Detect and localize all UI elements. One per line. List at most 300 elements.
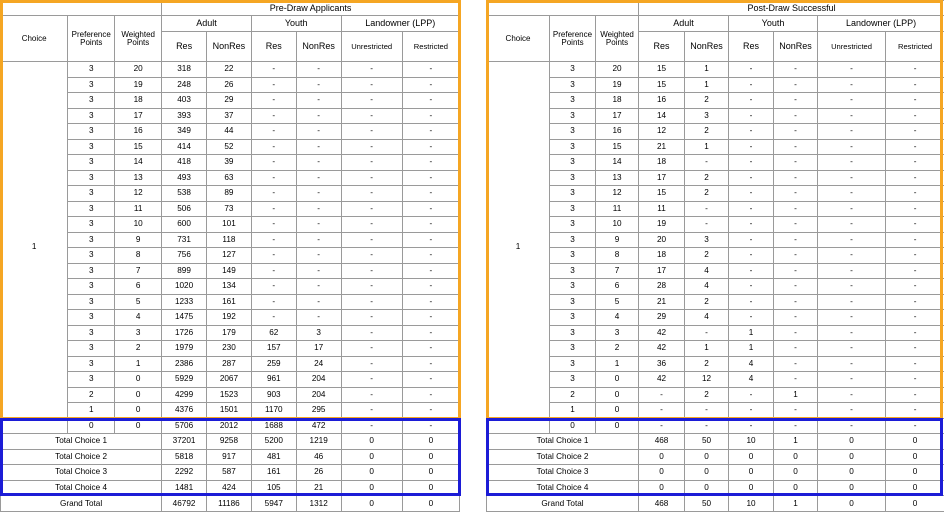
restricted-cell: - (402, 356, 459, 372)
weighted-points-cell: 3 (115, 325, 162, 341)
unrestricted-cell: - (341, 62, 402, 78)
adult-res-cell: 1233 (162, 294, 207, 310)
unrestricted-cell: - (818, 93, 886, 109)
youth-nonres-cell: 204 (296, 372, 341, 388)
table-row (487, 418, 944, 434)
unrestricted-total-cell: 0 (341, 449, 402, 465)
unrestricted-cell: - (818, 217, 886, 233)
preference-points-cell: 0 (550, 418, 596, 434)
adult-res-cell: - (639, 418, 685, 434)
landowner-group-header: Landowner (LPP) (818, 16, 944, 32)
youth-nonres-cell: - (774, 294, 818, 310)
youth-res-cell: - (729, 77, 774, 93)
weighted-points-cell: 13 (115, 170, 162, 186)
unrestricted-cell: - (341, 248, 402, 264)
weighted-points-cell: 13 (596, 170, 639, 186)
restricted-cell: - (402, 186, 459, 202)
table-row (487, 372, 944, 388)
adult-res-cell: 17 (639, 170, 685, 186)
restricted-cell: - (402, 310, 459, 326)
youth-res-cell: - (251, 124, 296, 140)
table-row (1, 263, 460, 279)
restricted-cell: - (402, 279, 459, 295)
table-row (1, 294, 460, 310)
preference-points-cell: 3 (68, 201, 115, 217)
youth-nonres-total-cell: 1 (774, 434, 818, 450)
youth-nonres-cell: - (296, 62, 341, 78)
table-row (487, 201, 944, 217)
adult-res-cell: 14 (639, 108, 685, 124)
table-row (487, 356, 944, 372)
youth-res-total-cell: 161 (251, 465, 296, 481)
adult-res-cell: 5929 (162, 372, 207, 388)
choice-header: Choice (487, 16, 550, 62)
adult-res-cell: 16 (639, 93, 685, 109)
unrestricted-cell: - (818, 279, 886, 295)
weighted-points-cell: 10 (115, 217, 162, 233)
restricted-cell: - (402, 201, 459, 217)
youth-nonres-cell: - (296, 186, 341, 202)
totals-row (1, 434, 460, 450)
adult-nonres-cell: 52 (207, 139, 252, 155)
adult-res-cell: 538 (162, 186, 207, 202)
adult-res-cell: 1979 (162, 341, 207, 357)
adult-res-cell: 42 (639, 372, 685, 388)
table-row (1, 372, 460, 388)
adult-res-total-cell: 0 (639, 449, 685, 465)
weighted-points-cell: 3 (596, 325, 639, 341)
youth-res-cell: - (729, 403, 774, 419)
youth-group-header: Youth (251, 16, 341, 32)
panel-title: Post-Draw Successful (639, 1, 944, 16)
table-row (487, 77, 944, 93)
unrestricted-cell: - (341, 341, 402, 357)
weighted-points-cell: 20 (115, 62, 162, 78)
restricted-total-cell: 0 (886, 449, 944, 465)
unrestricted-cell: - (341, 232, 402, 248)
unrestricted-cell: - (341, 325, 402, 341)
youth-nonres-total-cell: 46 (296, 449, 341, 465)
youth-res-cell: 1170 (251, 403, 296, 419)
table-row (1, 310, 460, 326)
preference-points-cell: 3 (68, 294, 115, 310)
youth-nonres-cell: 3 (296, 325, 341, 341)
youth-nonres-cell: - (774, 356, 818, 372)
table-row (487, 294, 944, 310)
youth-res-cell: - (729, 62, 774, 78)
weighted-points-cell: 15 (596, 139, 639, 155)
youth-res-total-cell: 481 (251, 449, 296, 465)
unrestricted-cell: - (341, 403, 402, 419)
restricted-total-cell: 0 (402, 496, 459, 512)
restricted-cell: - (402, 155, 459, 171)
weighted-points-cell: 8 (596, 248, 639, 264)
weighted-points-cell: 4 (115, 310, 162, 326)
restricted-cell: - (886, 356, 944, 372)
adult-res-total-cell: 1481 (162, 480, 207, 496)
table-row (1, 124, 460, 140)
adult-res-cell: 506 (162, 201, 207, 217)
choice-value: 1 (1, 62, 68, 434)
totals-label: Total Choice 4 (487, 480, 639, 496)
adult-nonres-cell: 1 (685, 341, 729, 357)
landowner-group-header: Landowner (LPP) (341, 16, 459, 32)
restricted-cell: - (886, 325, 944, 341)
youth-nonres-cell: - (296, 139, 341, 155)
preference-points-cell: 1 (550, 403, 596, 419)
unrestricted-total-cell: 0 (818, 449, 886, 465)
adult-res-cell: 12 (639, 124, 685, 140)
unrestricted-cell: - (341, 217, 402, 233)
adult-res-total-cell: 37201 (162, 434, 207, 450)
adult-nonres-cell: 4 (685, 263, 729, 279)
weighted-points-cell: 20 (596, 62, 639, 78)
preference-points-cell: 3 (68, 372, 115, 388)
preference-points-cell: 2 (68, 387, 115, 403)
weighted-points-cell: 18 (596, 93, 639, 109)
unrestricted-cell: - (818, 232, 886, 248)
youth-nonres-cell: - (296, 248, 341, 264)
preference-points-cell: 3 (550, 341, 596, 357)
youth-res-cell: - (729, 108, 774, 124)
restricted-cell: - (886, 403, 944, 419)
unrestricted-cell: - (341, 124, 402, 140)
adult-nonres-total-cell: 0 (685, 449, 729, 465)
table-row (1, 186, 460, 202)
adult-nonres-cell: 89 (207, 186, 252, 202)
totals-row (1, 465, 460, 481)
restricted-total-cell: 0 (402, 465, 459, 481)
data-table (486, 0, 944, 512)
table-row (487, 263, 944, 279)
pre-draw-applicants-table (0, 0, 460, 500)
youth-res-cell: - (729, 217, 774, 233)
adult-res-cell: 4299 (162, 387, 207, 403)
preference-points-cell: 3 (550, 186, 596, 202)
youth-res-cell: 961 (251, 372, 296, 388)
weighted-points-cell: 0 (596, 372, 639, 388)
totals-row (1, 480, 460, 496)
corner-blank (1, 1, 162, 16)
youth-res-cell: - (729, 186, 774, 202)
weighted-points-cell: 9 (115, 232, 162, 248)
youth-nonres-cell: - (774, 77, 818, 93)
youth-nonres-cell: - (774, 93, 818, 109)
youth-nonres-cell: 17 (296, 341, 341, 357)
youth-nonres-total-cell: 26 (296, 465, 341, 481)
youth-res-cell: - (729, 93, 774, 109)
youth-res-cell: 259 (251, 356, 296, 372)
table-row (1, 325, 460, 341)
youth-res-cell: - (729, 155, 774, 171)
youth-res-total-cell: 105 (251, 480, 296, 496)
preference-points-cell: 3 (68, 263, 115, 279)
youth-nonres-cell: - (774, 263, 818, 279)
weighted-points-cell: 5 (596, 294, 639, 310)
youth-nonres-cell: 24 (296, 356, 341, 372)
table-row (1, 279, 460, 295)
adult-res-cell: 15 (639, 77, 685, 93)
restricted-cell: - (402, 77, 459, 93)
adult-res-cell: 20 (639, 232, 685, 248)
youth-res-total-cell: 0 (729, 465, 774, 481)
adult-nonres-cell: - (685, 217, 729, 233)
restricted-header: Restricted (886, 32, 944, 62)
preference-points-cell: 3 (550, 325, 596, 341)
adult-nonres-total-cell: 0 (685, 480, 729, 496)
restricted-cell: - (402, 93, 459, 109)
restricted-cell: - (402, 124, 459, 140)
restricted-cell: - (886, 248, 944, 264)
youth-group-header: Youth (729, 16, 818, 32)
youth-nonres-total-cell: 1219 (296, 434, 341, 450)
youth-nonres-header: NonRes (774, 32, 818, 62)
table-row (487, 325, 944, 341)
table-row (1, 155, 460, 171)
restricted-cell: - (886, 93, 944, 109)
youth-res-header: Res (251, 32, 296, 62)
adult-nonres-total-cell: 424 (207, 480, 252, 496)
weighted-points-cell: 16 (115, 124, 162, 140)
unrestricted-total-cell: 0 (818, 465, 886, 481)
weighted-points-cell: 17 (115, 108, 162, 124)
adult-nonres-cell: 37 (207, 108, 252, 124)
restricted-cell: - (402, 403, 459, 419)
totals-label: Total Choice 4 (1, 480, 162, 496)
adult-nonres-cell: 4 (685, 310, 729, 326)
adult-res-total-cell: 46792 (162, 496, 207, 512)
youth-nonres-cell: - (296, 93, 341, 109)
restricted-cell: - (402, 170, 459, 186)
adult-res-total-cell: 2292 (162, 465, 207, 481)
adult-res-cell: 349 (162, 124, 207, 140)
restricted-cell: - (886, 62, 944, 78)
adult-nonres-cell: 2067 (207, 372, 252, 388)
adult-nonres-cell: 2 (685, 387, 729, 403)
weighted-points-cell: 0 (596, 418, 639, 434)
preference-points-cell: 3 (68, 341, 115, 357)
youth-nonres-cell: - (296, 108, 341, 124)
unrestricted-total-cell: 0 (341, 496, 402, 512)
weighted-points-cell: 12 (115, 186, 162, 202)
unrestricted-cell: - (818, 62, 886, 78)
preference-points-cell: 3 (550, 310, 596, 326)
unrestricted-cell: - (818, 263, 886, 279)
preference-points-cell: 3 (68, 170, 115, 186)
unrestricted-cell: - (341, 186, 402, 202)
restricted-cell: - (402, 418, 459, 434)
preference-points-cell: 2 (550, 387, 596, 403)
adult-nonres-cell: - (685, 325, 729, 341)
weighted-points-cell: 1 (115, 356, 162, 372)
preference-points-cell: 3 (550, 279, 596, 295)
youth-nonres-cell: - (774, 279, 818, 295)
corner-blank (487, 1, 639, 16)
preference-points-cell: 3 (550, 77, 596, 93)
unrestricted-total-cell: 0 (818, 480, 886, 496)
table-row (1, 217, 460, 233)
adult-nonres-cell: 3 (685, 108, 729, 124)
restricted-cell: - (402, 108, 459, 124)
unrestricted-cell: - (818, 403, 886, 419)
youth-res-cell: - (251, 217, 296, 233)
table-row (487, 170, 944, 186)
unrestricted-cell: - (818, 108, 886, 124)
youth-nonres-cell: - (774, 139, 818, 155)
restricted-cell: - (886, 77, 944, 93)
unrestricted-cell: - (818, 248, 886, 264)
adult-res-cell: 17 (639, 263, 685, 279)
preference-points-cell: 3 (68, 310, 115, 326)
adult-nonres-cell: 1523 (207, 387, 252, 403)
youth-res-cell: - (251, 294, 296, 310)
youth-nonres-cell: - (774, 170, 818, 186)
unrestricted-cell: - (341, 139, 402, 155)
totals-label: Total Choice 2 (1, 449, 162, 465)
adult-nonres-cell: 2 (685, 186, 729, 202)
adult-nonres-cell: 192 (207, 310, 252, 326)
adult-res-cell: 1475 (162, 310, 207, 326)
youth-nonres-cell: - (296, 217, 341, 233)
unrestricted-cell: - (818, 155, 886, 171)
adult-nonres-total-cell: 9258 (207, 434, 252, 450)
adult-res-cell: 756 (162, 248, 207, 264)
preference-points-cell: 3 (68, 279, 115, 295)
totals-row (487, 465, 944, 481)
adult-res-cell: 1726 (162, 325, 207, 341)
table-row (487, 93, 944, 109)
youth-res-cell: - (729, 248, 774, 264)
table-row (1, 356, 460, 372)
youth-res-total-cell: 0 (729, 480, 774, 496)
adult-res-cell: 42 (639, 325, 685, 341)
adult-group-header: Adult (162, 16, 252, 32)
adult-res-total-cell: 0 (639, 465, 685, 481)
youth-res-cell: - (251, 186, 296, 202)
adult-nonres-cell: 12 (685, 372, 729, 388)
youth-nonres-cell: - (774, 217, 818, 233)
weighted-points-cell: 14 (115, 155, 162, 171)
totals-label: Total Choice 2 (487, 449, 639, 465)
unrestricted-cell: - (341, 387, 402, 403)
totals-label: Total Choice 3 (1, 465, 162, 481)
preference-points-header: Preference Points (550, 16, 596, 62)
youth-nonres-total-cell: 1 (774, 496, 818, 512)
table-row (487, 139, 944, 155)
youth-res-cell: - (729, 279, 774, 295)
adult-res-cell: 42 (639, 341, 685, 357)
weighted-points-cell: 12 (596, 186, 639, 202)
restricted-total-cell: 0 (402, 449, 459, 465)
preference-points-cell: 1 (68, 403, 115, 419)
table-row (1, 62, 460, 78)
weighted-points-cell: 9 (596, 232, 639, 248)
adult-nonres-total-cell: 50 (685, 434, 729, 450)
youth-res-total-cell: 5947 (251, 496, 296, 512)
restricted-cell: - (886, 124, 944, 140)
preference-points-cell: 3 (68, 108, 115, 124)
adult-res-cell: 29 (639, 310, 685, 326)
preference-points-header: Preference Points (68, 16, 115, 62)
youth-res-cell: - (251, 155, 296, 171)
youth-res-cell: - (251, 248, 296, 264)
totals-label: Grand Total (1, 496, 162, 512)
youth-nonres-cell: - (296, 232, 341, 248)
preference-points-cell: 3 (68, 124, 115, 140)
youth-nonres-cell: - (774, 325, 818, 341)
adult-res-header: Res (639, 32, 685, 62)
youth-res-cell: - (251, 139, 296, 155)
unrestricted-total-cell: 0 (341, 480, 402, 496)
adult-res-cell: 36 (639, 356, 685, 372)
youth-res-header: Res (729, 32, 774, 62)
restricted-cell: - (402, 325, 459, 341)
adult-res-cell: 18 (639, 155, 685, 171)
adult-res-cell: 15 (639, 62, 685, 78)
adult-nonres-header: NonRes (207, 32, 252, 62)
unrestricted-cell: - (818, 170, 886, 186)
weighted-points-cell: 0 (115, 418, 162, 434)
restricted-header: Restricted (402, 32, 459, 62)
adult-res-header: Res (162, 32, 207, 62)
restricted-total-cell: 0 (886, 465, 944, 481)
adult-res-cell: 403 (162, 93, 207, 109)
adult-nonres-cell: 287 (207, 356, 252, 372)
unrestricted-cell: - (341, 372, 402, 388)
totals-label: Grand Total (487, 496, 639, 512)
adult-nonres-cell: 2 (685, 294, 729, 310)
youth-res-total-cell: 5200 (251, 434, 296, 450)
youth-res-cell: 1688 (251, 418, 296, 434)
weighted-points-cell: 17 (596, 108, 639, 124)
adult-nonres-cell: 149 (207, 263, 252, 279)
unrestricted-cell: - (818, 139, 886, 155)
adult-nonres-cell: 134 (207, 279, 252, 295)
restricted-cell: - (402, 232, 459, 248)
restricted-total-cell: 0 (886, 434, 944, 450)
unrestricted-cell: - (341, 310, 402, 326)
adult-nonres-cell: 2012 (207, 418, 252, 434)
weighted-points-header: Weighted Points (115, 16, 162, 62)
table-row (1, 108, 460, 124)
restricted-cell: - (402, 217, 459, 233)
preference-points-cell: 3 (550, 93, 596, 109)
youth-nonres-cell: - (774, 108, 818, 124)
preference-points-cell: 3 (550, 108, 596, 124)
weighted-points-cell: 8 (115, 248, 162, 264)
unrestricted-total-cell: 0 (818, 434, 886, 450)
youth-nonres-cell: - (296, 77, 341, 93)
adult-res-cell: 731 (162, 232, 207, 248)
youth-res-cell: - (251, 279, 296, 295)
table-row (1, 170, 460, 186)
adult-nonres-cell: 4 (685, 279, 729, 295)
totals-label: Total Choice 1 (1, 434, 162, 450)
restricted-cell: - (886, 108, 944, 124)
youth-res-cell: - (729, 139, 774, 155)
adult-nonres-cell: 230 (207, 341, 252, 357)
restricted-cell: - (886, 263, 944, 279)
weighted-points-cell: 1 (596, 356, 639, 372)
unrestricted-total-cell: 0 (341, 465, 402, 481)
adult-nonres-cell: 179 (207, 325, 252, 341)
youth-res-cell: - (251, 201, 296, 217)
adult-nonres-total-cell: 0 (685, 465, 729, 481)
adult-nonres-cell: 2 (685, 93, 729, 109)
adult-nonres-cell: 161 (207, 294, 252, 310)
restricted-cell: - (886, 372, 944, 388)
adult-nonres-cell: 2 (685, 356, 729, 372)
